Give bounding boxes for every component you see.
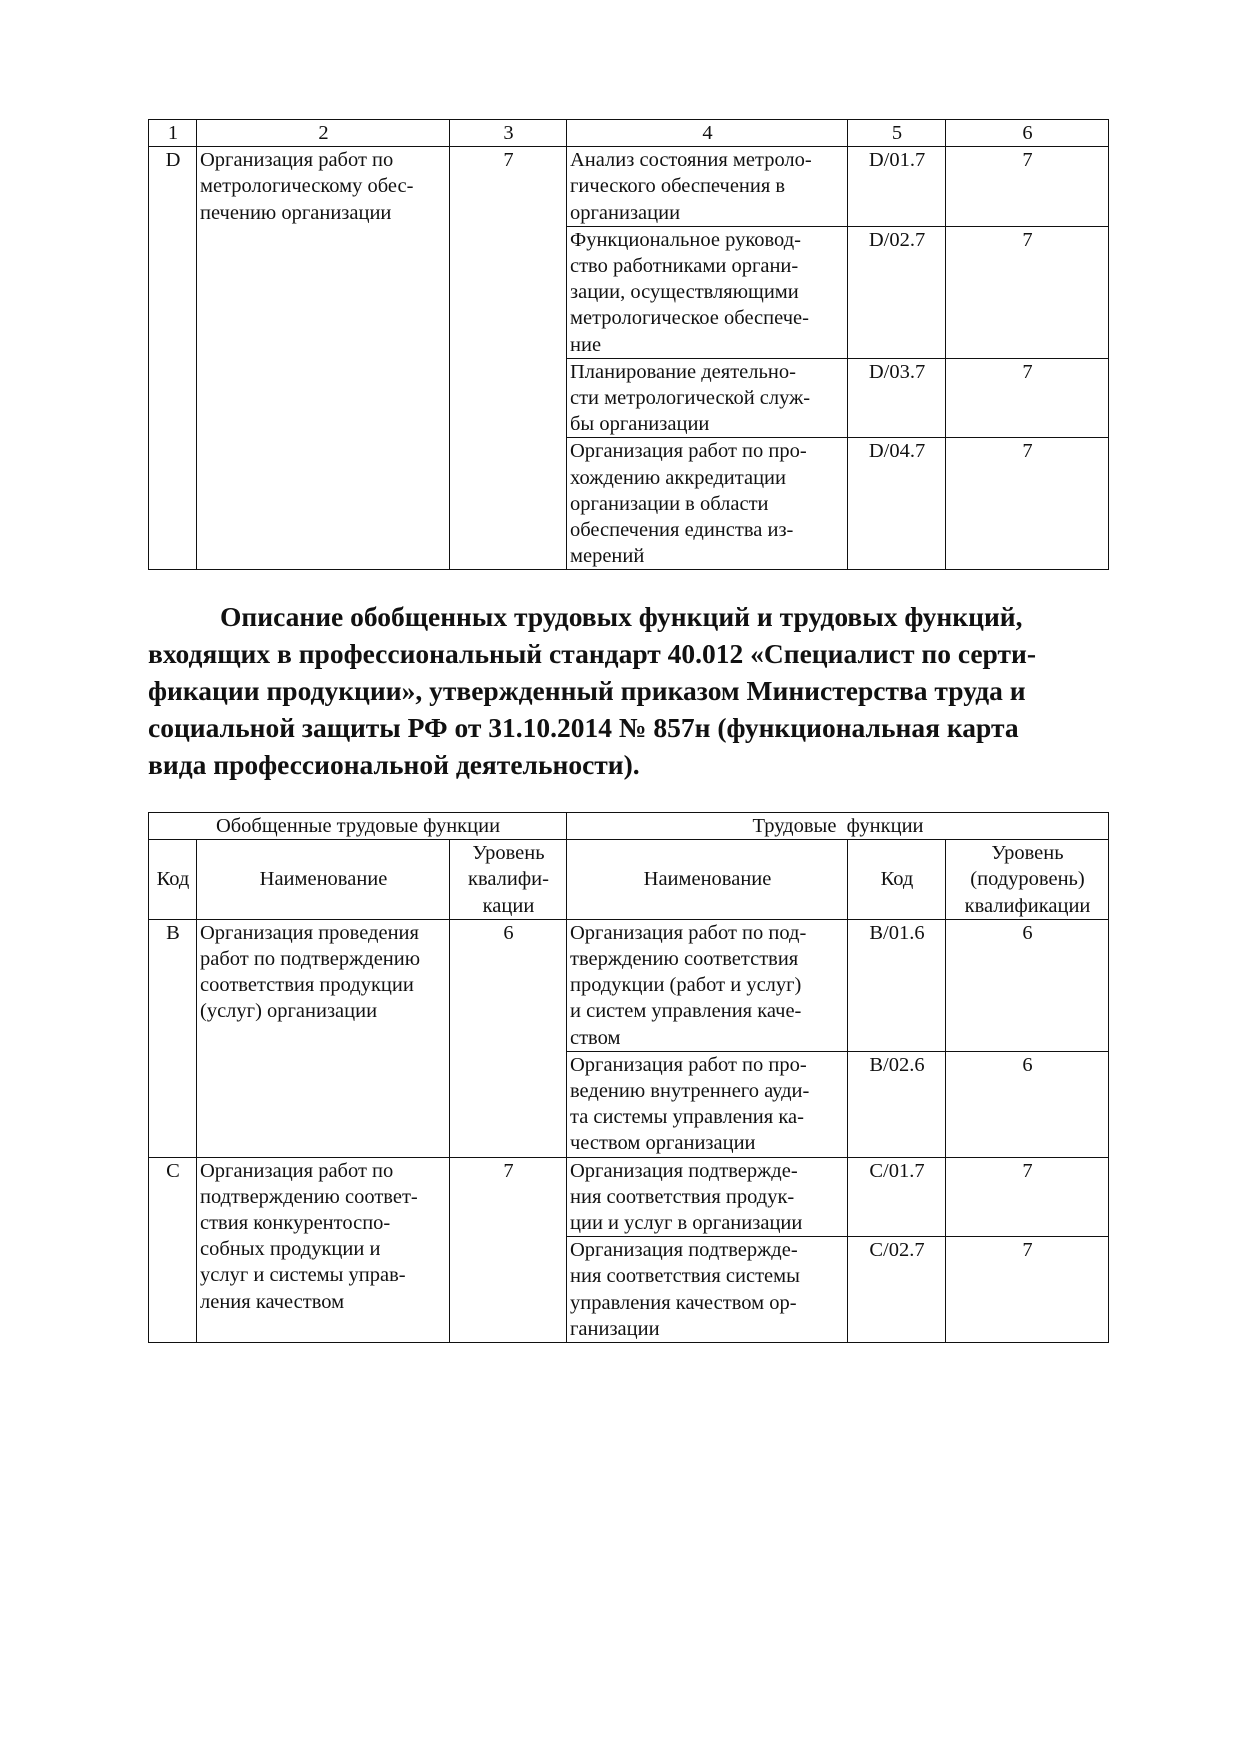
section-heading: Описание обобщенных трудовых функций и трудовых функций, входящих в профессиональный стандарт 40.012 «Специалист по серти- фикации продукции», утвержденный приказом Министерства труда и социальной защиты РФ от 31.10.2014 № 857н (функциональная карта вида профессиональной деятельности). bbox=[148, 601, 1037, 780]
labor-function-name: Функциональное руковод- ство работниками органи- зации, осуществляющими метрологическое обеспече- ние bbox=[567, 226, 848, 358]
column-number: 4 bbox=[567, 120, 848, 147]
generalized-functions-header: Обобщенные трудовые функции bbox=[149, 813, 567, 840]
labor-function-code: D/03.7 bbox=[848, 358, 946, 438]
labor-function-name: Организация работ по про- ведению внутреннего ауди- та системы управления ка- чеством организации bbox=[567, 1051, 848, 1157]
generalized-function-name: Организация проведения работ по подтверждению соответствия продукции (услуг) организации bbox=[197, 919, 450, 1157]
table-row bbox=[149, 147, 1109, 227]
col-header-code: Код bbox=[149, 840, 197, 920]
labor-function-level: 7 bbox=[946, 438, 1109, 570]
labor-function-code: D/04.7 bbox=[848, 438, 946, 570]
labor-function-code: C/02.7 bbox=[848, 1237, 946, 1343]
labor-function-level: 7 bbox=[946, 1237, 1109, 1343]
labor-functions-header: Трудовые функции bbox=[567, 813, 1109, 840]
labor-function-code: C/01.7 bbox=[848, 1157, 946, 1237]
generalized-function-code: D bbox=[149, 147, 197, 570]
labor-function-code: D/01.7 bbox=[848, 147, 946, 227]
generalized-function-name: Организация работ по подтверждению соответ- ствия конкурентоспо- собных продукции и услуг и системы управ- ления качеством bbox=[197, 1157, 450, 1342]
group-header-row bbox=[149, 813, 1109, 840]
labor-function-name: Организация подтвержде- ния соответствия системы управления качеством ор- ганизации bbox=[567, 1237, 848, 1343]
generalized-function-code: B bbox=[149, 919, 197, 1157]
column-number: 5 bbox=[848, 120, 946, 147]
labor-function-level: 6 bbox=[946, 919, 1109, 1051]
labor-function-code: D/02.7 bbox=[848, 226, 946, 358]
column-number: 2 bbox=[197, 120, 450, 147]
col-header-name: Наименование bbox=[197, 840, 450, 920]
labor-function-level: 7 bbox=[946, 147, 1109, 227]
labor-function-level: 6 bbox=[946, 1051, 1109, 1157]
col-header-tf-name: Наименование bbox=[567, 840, 848, 920]
generalized-function-level: 7 bbox=[450, 147, 567, 570]
labor-function-level: 7 bbox=[946, 358, 1109, 438]
certification-functions-table bbox=[148, 812, 1109, 1343]
labor-function-level: 7 bbox=[946, 226, 1109, 358]
generalized-function-level: 6 bbox=[450, 919, 567, 1157]
col-header-level: Уровень квалифи- кации bbox=[450, 840, 567, 920]
table-row bbox=[149, 1157, 1109, 1237]
column-number: 1 bbox=[149, 120, 197, 147]
generalized-function-name: Организация работ по метрологическому обес- печению организации bbox=[197, 147, 450, 570]
column-header-row bbox=[149, 840, 1109, 920]
metrology-functions-table bbox=[148, 119, 1109, 570]
table-row bbox=[149, 919, 1109, 1051]
column-number: 6 bbox=[946, 120, 1109, 147]
labor-function-name: Организация работ по про- хождению аккредитации организации в области обеспечения единства из- мерений bbox=[567, 438, 848, 570]
generalized-function-level: 7 bbox=[450, 1157, 567, 1342]
labor-function-code: B/01.6 bbox=[848, 919, 946, 1051]
generalized-function-code: C bbox=[149, 1157, 197, 1342]
labor-function-name: Планирование деятельно- сти метрологической служ- бы организации bbox=[567, 358, 848, 438]
labor-function-level: 7 bbox=[946, 1157, 1109, 1237]
labor-function-name: Организация работ по под- тверждению соответствия продукции (работ и услуг) и систем управления каче- ством bbox=[567, 919, 848, 1051]
col-header-tf-code: Код bbox=[848, 840, 946, 920]
column-number-row bbox=[149, 120, 1109, 147]
col-header-tf-level: Уровень (подуровень) квалификации bbox=[946, 840, 1109, 920]
labor-function-code: B/02.6 bbox=[848, 1051, 946, 1157]
labor-function-name: Анализ состояния метроло- гического обеспечения в организации bbox=[567, 147, 848, 227]
column-number: 3 bbox=[450, 120, 567, 147]
labor-function-name: Организация подтвержде- ния соответствия продук- ции и услуг в организации bbox=[567, 1157, 848, 1237]
